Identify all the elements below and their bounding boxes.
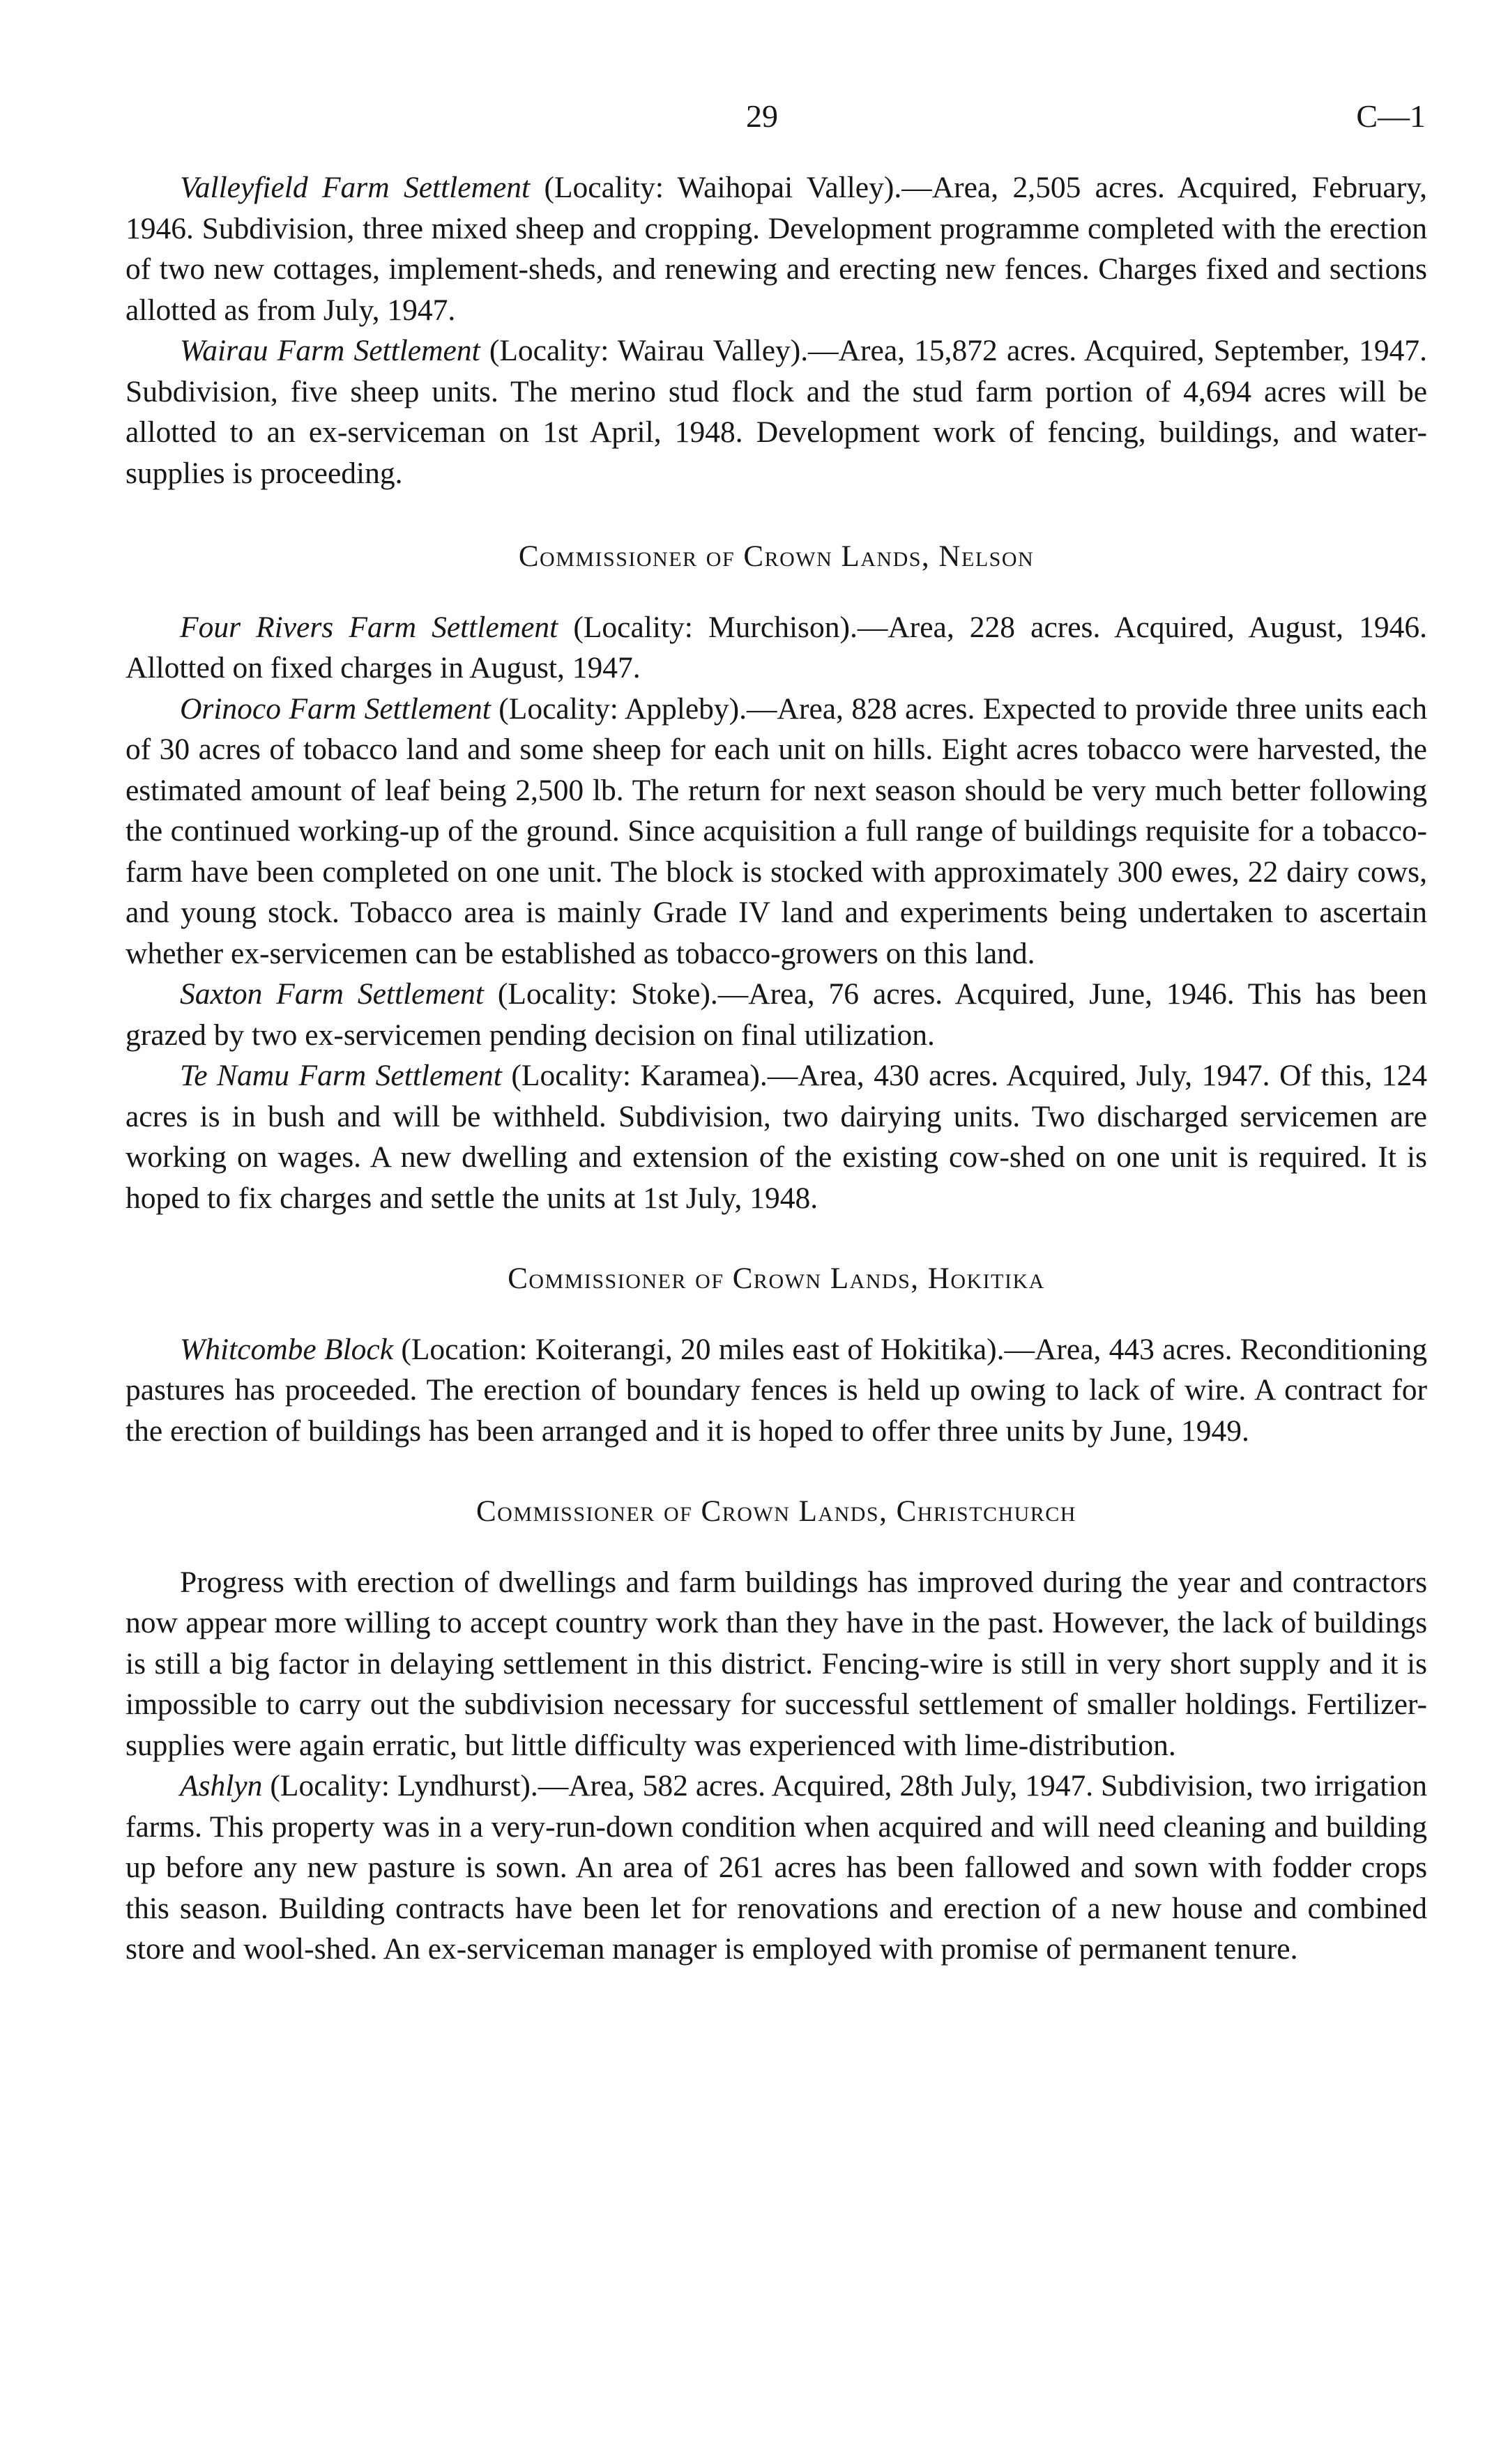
entry-orinoco: [125, 689, 1427, 974]
entry-text: (Locality: Wairau Valley).—Area, 15,872 acres. Acquired, September, 1947. Subdivision, five sheep units. The merino stud flock and the stud farm portion of 4,694 acres will be allotted to an ex-serviceman on 1st April, 1948. Development work of fencing, buildings, and water-supplies is proceeding.: [125, 334, 1428, 490]
entry-title: Valleyfield Farm Settlement: [180, 171, 531, 204]
entry-title: Te Namu Farm Settlement: [180, 1059, 502, 1092]
entry-saxton: [125, 974, 1427, 1055]
entry-text: (Location: Koiterangi, 20 miles east of Hokitika).—Area, 443 acres. Reconditioning pastures has proceeded. The erection of boundary fences is held up owing to lack of wire. A contract for the erection of buildings has been arranged and it is hoped to offer three units by June, 1949.: [125, 1332, 1427, 1448]
entry-title: Four Rivers Farm Settlement: [180, 610, 558, 644]
series-code: C—1: [1356, 98, 1426, 134]
entry-valleyfield: [125, 167, 1427, 330]
entry-whitcombe: [125, 1329, 1427, 1452]
page-number: 29: [746, 98, 778, 134]
christchurch-intro: Progress with erection of dwellings and farm buildings has improved during the year and contractors now appear more willing to accept country work than they have in the past. However, the lack of buildings is still a big factor in delaying settlement in this district. Fencing-wire is still in very short supply and it is impossible to carry out the subdivision necessary for successful settlement of smaller holdings. Fertilizer-supplies were again erratic, but little difficulty was experienced with lime-distribution.: [125, 1565, 1427, 1762]
entry-text: (Locality: Karamea).—Area, 430 acres. Acquired, July, 1947. Of this, 124 acres is in bush and will be withheld. Subdivision, two dairying units. Two discharged servicemen are working on wages. A new dwelling and extension of the existing cow-shed on one unit is required. It is hoped to fix charges and settle the units at 1st July, 1948.: [125, 1059, 1427, 1215]
entry-text: (Locality: Murchison).—Area, 228 acres. Acquired, August, 1946. Allotted on fixed charges in August, 1947.: [125, 610, 1427, 684]
entry-ashlyn: [125, 1766, 1427, 1970]
entry-text: (Locality: Waihopai Valley).—Area, 2,505 acres. Acquired, February, 1946. Subdivision, three mixed sheep and cropping. Development programme completed with the erection of two new cottages, implement-sheds, and renewing and erecting new fences. Charges fixed and sections allotted as from July, 1947.: [125, 171, 1427, 327]
entry-title: Saxton Farm Settlement: [180, 977, 485, 1011]
entry-title: Whitcombe Block: [180, 1332, 394, 1366]
entry-title: Wairau Farm Settlement: [180, 334, 480, 367]
section-heading-christchurch: Commissioner of Crown Lands, Christchurch: [476, 1495, 1076, 1528]
entry-text: (Locality: Appleby).—Area, 828 acres. Expected to provide three units each of 30 acres of tobacco land and some sheep for each unit on hills. Eight acres tobacco were harvested, the estimated amount of leaf being 2,500 lb. The return for next season should be very much better following the continued working-up of the ground. Since acquisition a full range of buildings requisite for a tobacco-farm have been completed on one unit. The block is stocked with approximately 300 ewes, 22 dairy cows, and young stock. Tobacco area is mainly Grade IV land and experiments being undertaken to ascertain whether ex-servicemen can be established as tobacco-growers on this land.: [125, 691, 1427, 970]
entry-wairau: [125, 330, 1427, 493]
entry-text: (Locality: Lyndhurst).—Area, 582 acres. Acquired, 28th July, 1947. Subdivision, two irrigation farms. This property was in a very-run-down condition when acquired and will need cleaning and building up before any new pasture is sown. An area of 261 acres has been fallowed and sown with fodder crops this season. Building contracts have been let for renovations and erection of a new house and combined store and wool-shed. An ex-serviceman manager is employed with promise of permanent tenure.: [125, 1769, 1427, 1966]
page-header: [125, 96, 1427, 167]
entry-four-rivers: [125, 607, 1427, 689]
entry-text: (Locality: Stoke).—Area, 76 acres. Acquired, June, 1946. This has been grazed by two ex-servicemen pending decision on final utilization.: [125, 977, 1427, 1052]
entry-te-namu: [125, 1055, 1427, 1218]
entry-title: Orinoco Farm Settlement: [180, 691, 491, 726]
section-heading-hokitika: Commissioner of Crown Lands, Hokitika: [508, 1262, 1045, 1295]
section-heading-nelson: Commissioner of Crown Lands, Nelson: [518, 540, 1035, 573]
entry-title: Ashlyn: [180, 1769, 263, 1803]
